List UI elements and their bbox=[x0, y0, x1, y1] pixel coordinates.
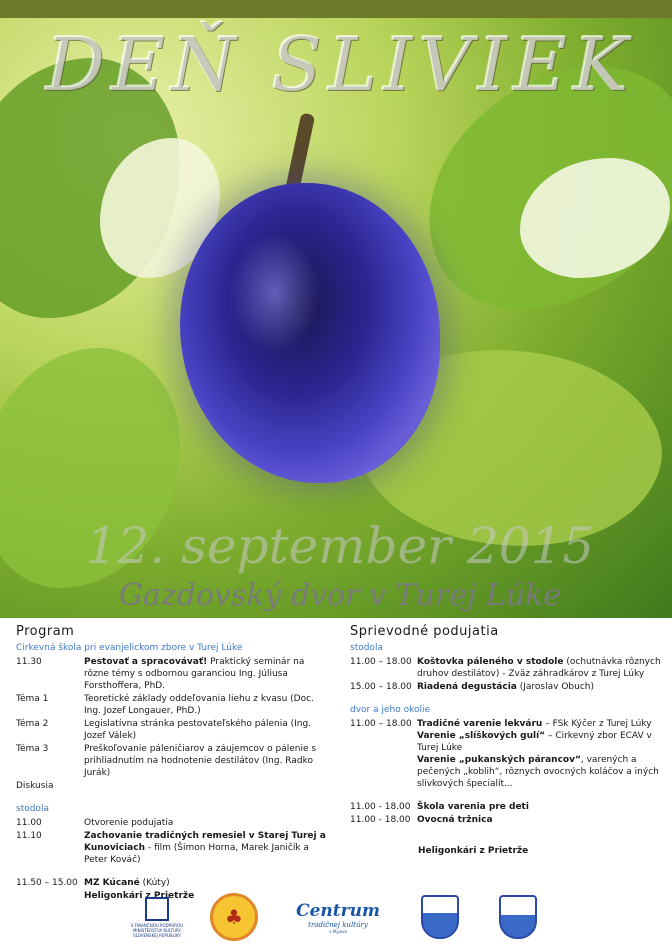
side-events-heading: Sprievodné podujatia bbox=[350, 624, 499, 639]
side-item-description: Tradičné varenie lekváru – FSk Kýčer z Turej Lúky Varenie „slíškových gulí“ – Cirkevný zbor ECAV v Turej Lúke Varenie „pukanských párancov“, varených a pečených „koblih“, rôznych ovocných koláčov a iných slivkových špecialít... bbox=[417, 719, 659, 789]
side-item-time: 15.00 – 18.00 bbox=[350, 682, 412, 692]
program-item-time: 11.00 bbox=[16, 818, 42, 828]
side-item-time: 11.00 – 18.00 bbox=[350, 719, 412, 729]
program-item-description: Legislatívna stránka pestovateľského pálenia (Ing. Jozef Válek) bbox=[84, 719, 312, 741]
tura-luka-coat-of-arms-icon bbox=[498, 893, 538, 941]
program-item-time: 11.50 – 15.00 bbox=[16, 878, 78, 888]
program-item-row bbox=[16, 718, 326, 742]
side-item-description: Ovocná tržnica bbox=[417, 815, 493, 825]
program-item-time: Téma 2 bbox=[16, 719, 49, 729]
program-item-time: Diskusia bbox=[16, 781, 54, 791]
program-item-time: 11.10 bbox=[16, 831, 42, 841]
program-item-description: MZ Kúcané (Kúty) bbox=[84, 878, 170, 888]
side-item-row bbox=[350, 656, 662, 680]
program-item-description: Zachovanie tradičných remesiel v Starej Turej a Kunoviciach - film (Šimon Horna, Marek Janičík a Peter Kováč) bbox=[84, 831, 326, 865]
top-bar bbox=[0, 0, 672, 18]
program-item-row bbox=[16, 656, 326, 692]
program-item-row bbox=[16, 817, 326, 829]
side-item-description: Riadená degustácia (Jaroslav Obuch) bbox=[417, 682, 594, 692]
program-item-time: 11.30 bbox=[16, 657, 42, 667]
program-item-description: Teoretické základy oddeľovania liehu z kvasu (Doc. Ing. Jozef Longauer, PhD.) bbox=[84, 694, 314, 716]
plum bbox=[180, 183, 440, 483]
side-events-column bbox=[350, 626, 662, 858]
program-item-row bbox=[16, 780, 326, 792]
side-item-row bbox=[350, 718, 662, 790]
side-location-yard: dvor a jeho okolie bbox=[350, 705, 431, 715]
program-item-time: Téma 3 bbox=[16, 744, 49, 754]
side-item-row bbox=[350, 681, 662, 693]
side-item-row bbox=[350, 801, 662, 813]
poster-date: 12. september 2015 bbox=[85, 517, 595, 575]
program-location-church-school: Cirkevná škola pri evanjelickom zbore v Turej Lúke bbox=[16, 643, 243, 653]
program-heading: Program bbox=[16, 624, 75, 639]
program-item-description: Otvorenie podujatia bbox=[84, 818, 174, 828]
program-item-row bbox=[16, 743, 326, 779]
program-item-time: Téma 1 bbox=[16, 694, 49, 704]
program-item-description: Heligonkári z Prietrže bbox=[84, 891, 195, 901]
sponsor-logos bbox=[0, 893, 672, 945]
program-location-barn: stodola bbox=[16, 804, 49, 814]
side-item-time: 11.00 - 18.00 bbox=[350, 802, 411, 812]
poster-venue: Gazdovský dvor v Turej Lúke bbox=[119, 578, 561, 613]
side-closing: Heligonkári z Prietrže bbox=[418, 846, 529, 856]
program-item-description: Preškoľovanie páleničiarov a záujemcov o pálenie s prihliadnutím na hodnotenie destilátov (Ing. Radko Jurák) bbox=[84, 744, 317, 778]
kucane-coat-of-arms-icon bbox=[420, 893, 460, 941]
gazdovsky-dvor-logo bbox=[210, 893, 258, 941]
ministry-logo: S FINANČNOU PODPOROU MINISTERSTVA KULTÚRY SLOVENSKEJ REPUBLIKY bbox=[130, 893, 184, 941]
side-item-row bbox=[350, 814, 662, 826]
program-item-row bbox=[16, 830, 326, 866]
program-item-row bbox=[16, 877, 326, 889]
side-location-barn: stodola bbox=[350, 643, 383, 653]
side-item-description: Koštovka páleného v stodole (ochutnávka rôznych druhov destilátov) - Zväz záhradkárov z Turej Lúky bbox=[417, 657, 661, 679]
centrum-logo: Centrum tradičnej kultúry v Myjave bbox=[296, 900, 380, 934]
side-item-time: 11.00 - 18.00 bbox=[350, 815, 411, 825]
program-column bbox=[16, 626, 326, 903]
poster-title: DEŇ SLIVIEK bbox=[45, 22, 635, 108]
rooster-icon: ♣ bbox=[210, 893, 258, 941]
program-item-row bbox=[16, 693, 326, 717]
program-item-description: Pestovať a spracovávať! Praktický seminár na rôzne témy s odbornou garanciou Ing. Júliusa Forsthoffera, PhD. bbox=[84, 657, 305, 691]
side-item-description: Škola varenia pre deti bbox=[417, 802, 529, 812]
side-item-time: 11.00 – 18.00 bbox=[350, 657, 412, 667]
